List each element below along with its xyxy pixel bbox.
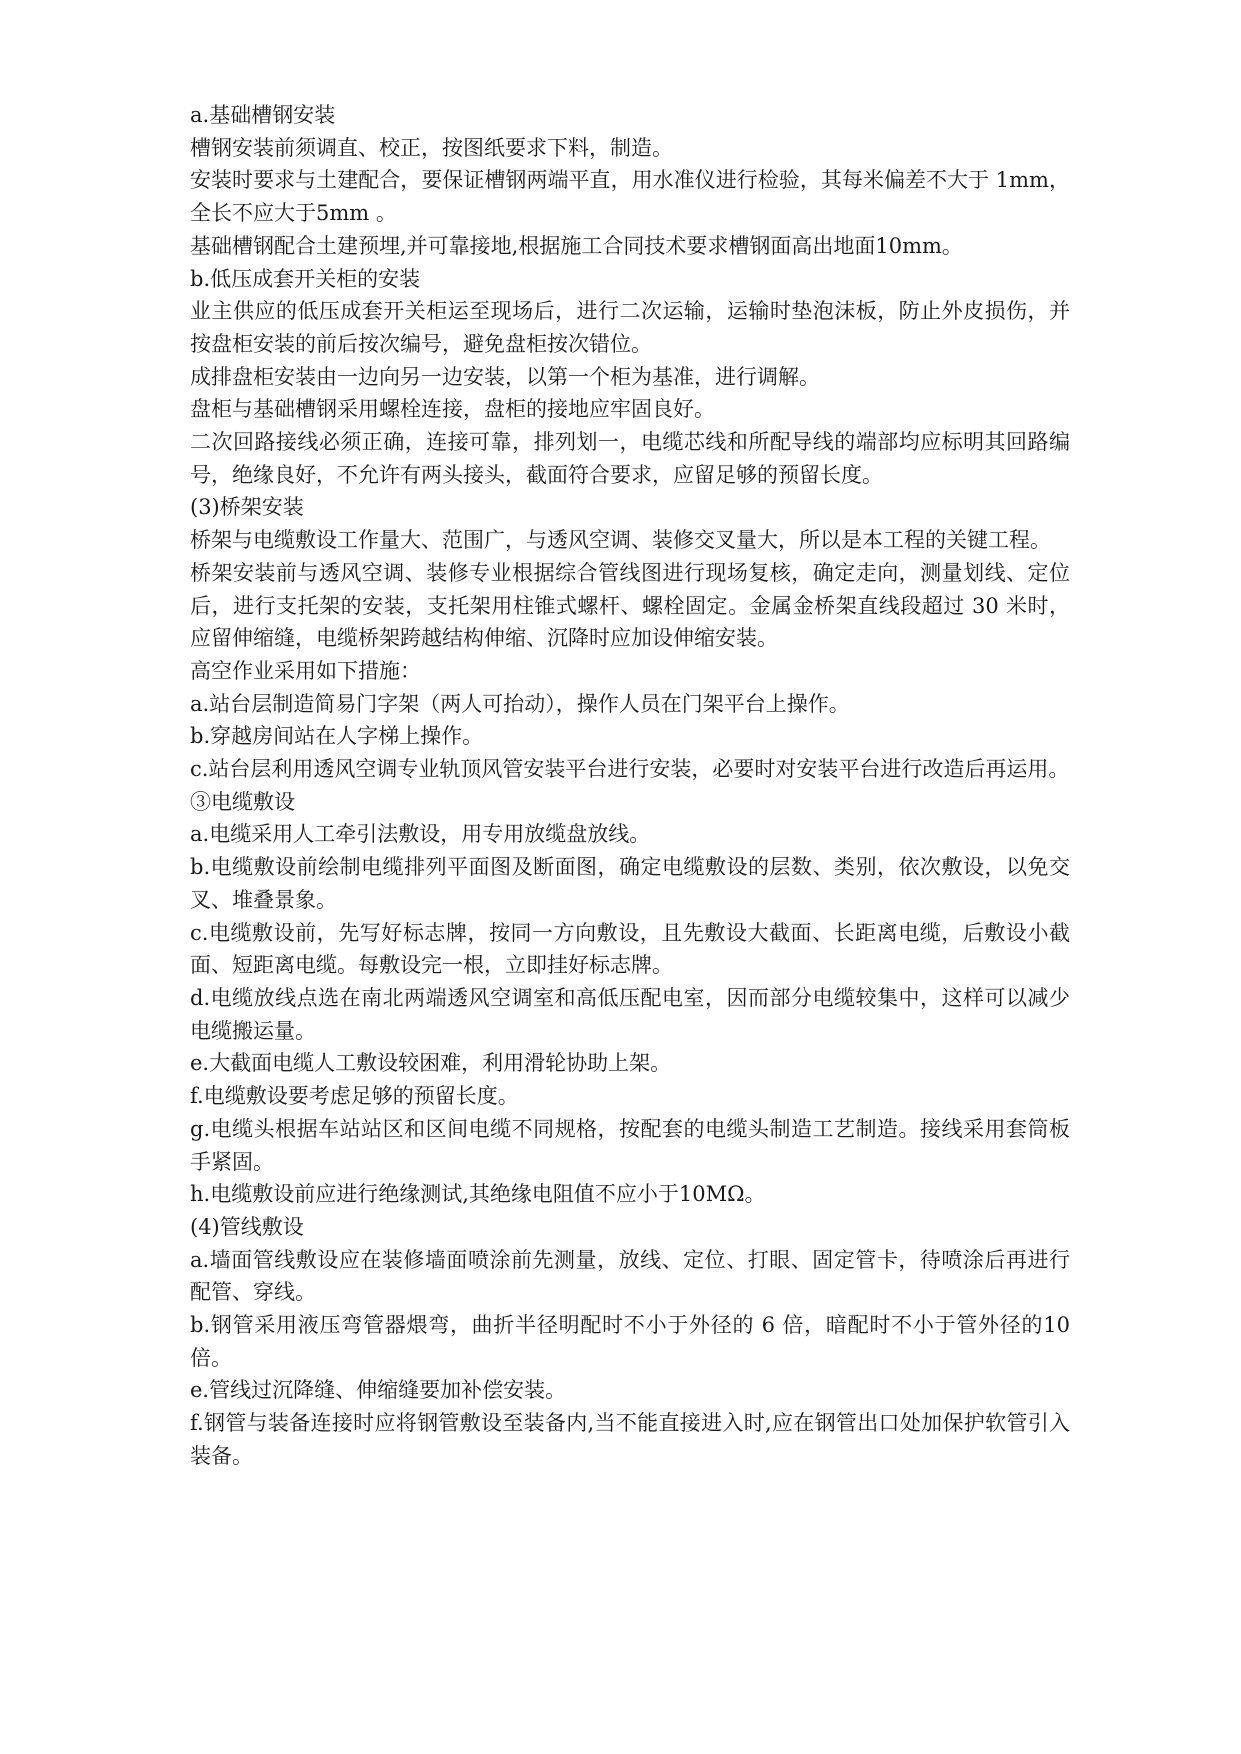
list-item: a.墙面管线敷设应在装修墙面喷涂前先测量，放线、定位、打眼、固定管卡，待喷涂后再进行配管、穿线。	[190, 1247, 1070, 1305]
list-item: e.大截面电缆人工敷设较困难，利用滑轮协助上架。	[190, 1051, 672, 1076]
list-item: b.穿越房间站在人字梯上操作。	[190, 724, 484, 749]
list-item: h.电缆敷设前应进行绝缘测试,其绝缘电阻值不应小于10MΩ。	[190, 1182, 766, 1207]
list-item: e.管线过沉降缝、伸缩缝要加补偿安装。	[190, 1378, 567, 1403]
paragraph: 基础槽钢配合土建预埋,并可靠接地,根据施工合同技术要求槽钢面高出地面10mm。	[190, 233, 963, 258]
paragraph: 成排盘柜安装由一边向另一边安装，以第一个柜为基准，进行调解。	[190, 364, 820, 389]
list-item: c.站台层利用透风空调专业轨顶风管安装平台进行安装，必要时对安装平台进行改造后再运用。	[190, 757, 1070, 782]
list-item: f.钢管与装备连接时应将钢管敷设至装备内,当不能直接进入时,应在钢管出口处加保护软管引入装备。	[190, 1411, 1070, 1468]
list-item: b.钢管采用液压弯管器煨弯，曲折半径明配时不小于外径的 6 倍，暗配时不小于管外径的10 倍。	[190, 1313, 1070, 1370]
paragraph: 二次回路接线必须正确，连接可靠，排列划一，电缆芯线和所配导线的端部均应标明其回路编号，绝缘良好，不允许有两头接头，截面符合要求，应留足够的预留长度。	[190, 430, 1070, 487]
paragraph: 安装时要求与土建配合，要保证槽钢两端平直，用水准仪进行检验，其每米偏差不大于 1mm，全长不应大于5mm 。	[190, 168, 1070, 226]
paragraph: 槽钢安装前须调直、校正，按图纸要求下料，制造。	[190, 135, 673, 160]
paragraph: 桥架安装前与透风空调、装修专业根据综合管线图进行现场复核，确定走向，测量划线、定位后，进行支托架的安装，支托架用柱锥式螺杆、螺栓固定。金属金桥架直线段超过 30 米时，应留伸缩缝，电缆桥架跨越结构伸缩、沉降时应加设伸缩安装。	[190, 560, 1070, 651]
heading-switchgear: b.低压成套开关柜的安装	[190, 266, 421, 291]
paragraph: 桥架与电缆敷设工作量大、范围广，与透风空调、装修交叉量大，所以是本工程的关键工程。	[190, 528, 1051, 553]
document-body	[190, 99, 1070, 1473]
heading-cable-tray: (3)桥架安装	[190, 495, 304, 520]
paragraph: 盘柜与基础槽钢采用螺栓连接，盘柜的接地应牢固良好。	[190, 397, 715, 422]
list-item: a.电缆采用人工牵引法敷设，用专用放缆盘放线。	[190, 822, 651, 847]
list-item: d.电缆放线点选在南北两端透风空调室和高低压配电室，因而部分电缆较集中，这样可以减少电缆搬运量。	[190, 985, 1070, 1043]
heading-cable-laying: ③电缆敷设	[190, 789, 295, 814]
heading-conduit: (4)管线敷设	[190, 1214, 304, 1239]
list-item: c.电缆敷设前，先写好标志牌，按同一方向敷设，且先敷设大截面、长距离电缆，后敷设小截面、短距离电缆。每敷设完一根，立即挂好标志牌。	[190, 920, 1070, 978]
paragraph: 业主供应的低压成套开关柜运至现场后，进行二次运输，运输时垫泡沫板，防止外皮损伤，并按盘柜安装的前后按次编号，避免盘柜按次错位。	[190, 299, 1070, 356]
list-item: f.电缆敷设要考虑足够的预留长度。	[190, 1084, 519, 1109]
list-item: a.站台层制造简易门字架（两人可抬动），操作人员在门架平台上操作。	[190, 691, 850, 716]
heading-channel-steel: a.基础槽钢安装	[190, 103, 336, 127]
list-item: g.电缆头根据车站站区和区间电缆不同规格，按配套的电缆头制造工艺制造。接线采用套筒板手紧固。	[190, 1116, 1070, 1174]
paragraph: 高空作业采用如下措施：	[190, 658, 421, 683]
list-item: b.电缆敷设前绘制电缆排列平面图及断面图，确定电缆敷设的层数、类别，依次敷设，以免交叉、堆叠景象。	[190, 855, 1070, 912]
